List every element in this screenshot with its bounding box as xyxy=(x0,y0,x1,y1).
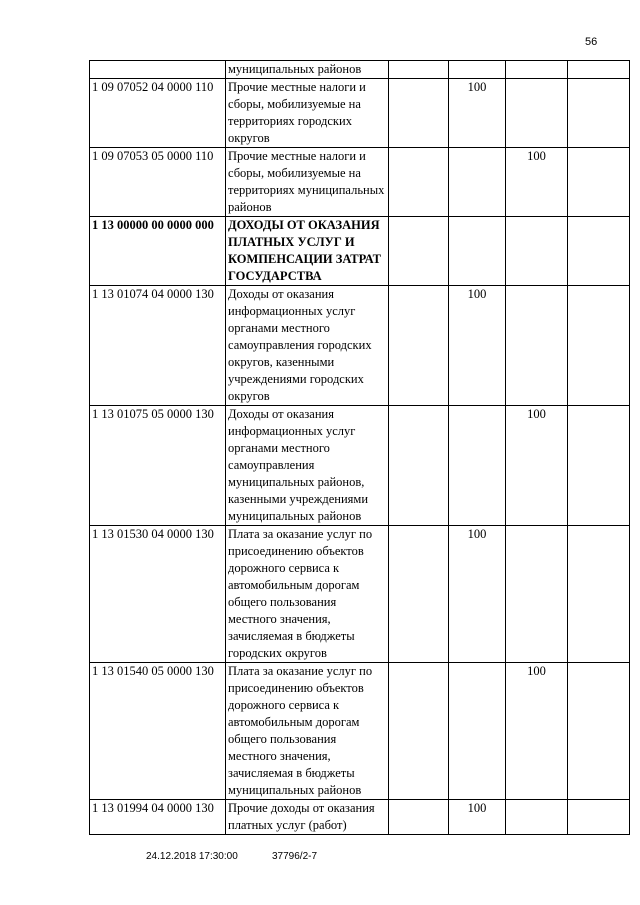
name-cell: Доходы от оказания информационных услуг органами местного самоуправления муниципальных районов, казенными учреждениями муниципальных районов xyxy=(226,406,389,526)
value-cell xyxy=(449,406,506,526)
code-cell: 1 13 01530 04 0000 130 xyxy=(90,526,226,663)
value-cell xyxy=(389,663,449,800)
code-cell: 1 13 01074 04 0000 130 xyxy=(90,286,226,406)
table-row xyxy=(90,148,630,217)
table-row xyxy=(90,61,630,79)
footer-timestamp: 24.12.2018 17:30:00 xyxy=(146,851,238,862)
value-cell xyxy=(568,217,630,286)
value-cell xyxy=(389,79,449,148)
value-cell xyxy=(506,526,568,663)
code-cell: 1 09 07052 04 0000 110 xyxy=(90,79,226,148)
value-cell xyxy=(568,800,630,835)
name-cell: Прочие местные налоги и сборы, мобилизуемые на территориях муниципальных районов xyxy=(226,148,389,217)
code-cell: 1 13 01540 05 0000 130 xyxy=(90,663,226,800)
value-cell xyxy=(449,663,506,800)
value-cell: 100 xyxy=(449,526,506,663)
value-cell xyxy=(389,800,449,835)
value-cell xyxy=(389,286,449,406)
revenue-table xyxy=(89,60,630,835)
value-cell xyxy=(568,148,630,217)
code-cell: 1 09 07053 05 0000 110 xyxy=(90,148,226,217)
table-row xyxy=(90,79,630,148)
value-cell xyxy=(389,148,449,217)
code-cell xyxy=(90,61,226,79)
table-row xyxy=(90,526,630,663)
value-cell xyxy=(389,526,449,663)
value-cell xyxy=(506,800,568,835)
value-cell xyxy=(568,61,630,79)
value-cell xyxy=(506,61,568,79)
name-cell: Плата за оказание услуг по присоединению объектов дорожного сервиса к автомобильным дорогам общего пользования местного значения, зачисляемая в бюджеты муниципальных районов xyxy=(226,663,389,800)
value-cell xyxy=(568,663,630,800)
page-number: 56 xyxy=(585,36,598,48)
value-cell xyxy=(568,526,630,663)
name-cell: ДОХОДЫ ОТ ОКАЗАНИЯ ПЛАТНЫХ УСЛУГ И КОМПЕНСАЦИИ ЗАТРАТ ГОСУДАРСТВА xyxy=(226,217,389,286)
name-cell: Плата за оказание услуг по присоединению объектов дорожного сервиса к автомобильным дорогам общего пользования местного значения, зачисляемая в бюджеты городских округов xyxy=(226,526,389,663)
code-cell: 1 13 00000 00 0000 000 xyxy=(90,217,226,286)
footer-doc-id: 37796/2-7 xyxy=(272,851,318,862)
code-cell: 1 13 01994 04 0000 130 xyxy=(90,800,226,835)
value-cell xyxy=(506,286,568,406)
value-cell xyxy=(389,61,449,79)
code-cell: 1 13 01075 05 0000 130 xyxy=(90,406,226,526)
name-cell: Прочие доходы от оказания платных услуг (работ) xyxy=(226,800,389,835)
value-cell: 100 xyxy=(449,79,506,148)
table-row xyxy=(90,406,630,526)
name-cell: Прочие местные налоги и сборы, мобилизуемые на территориях городских округов xyxy=(226,79,389,148)
value-cell xyxy=(449,217,506,286)
name-cell: Доходы от оказания информационных услуг органами местного самоуправления городских округов, казенными учреждениями городских округов xyxy=(226,286,389,406)
table-row xyxy=(90,217,630,286)
value-cell xyxy=(506,217,568,286)
value-cell: 100 xyxy=(506,663,568,800)
value-cell xyxy=(449,148,506,217)
table-row xyxy=(90,800,630,835)
name-cell: муниципальных районов xyxy=(226,61,389,79)
value-cell: 100 xyxy=(506,148,568,217)
value-cell xyxy=(389,217,449,286)
value-cell xyxy=(568,79,630,148)
value-cell xyxy=(449,61,506,79)
value-cell xyxy=(568,286,630,406)
value-cell: 100 xyxy=(506,406,568,526)
table-row xyxy=(90,286,630,406)
value-cell xyxy=(389,406,449,526)
value-cell xyxy=(568,406,630,526)
table-row xyxy=(90,663,630,800)
value-cell: 100 xyxy=(449,800,506,835)
value-cell: 100 xyxy=(449,286,506,406)
value-cell xyxy=(506,79,568,148)
